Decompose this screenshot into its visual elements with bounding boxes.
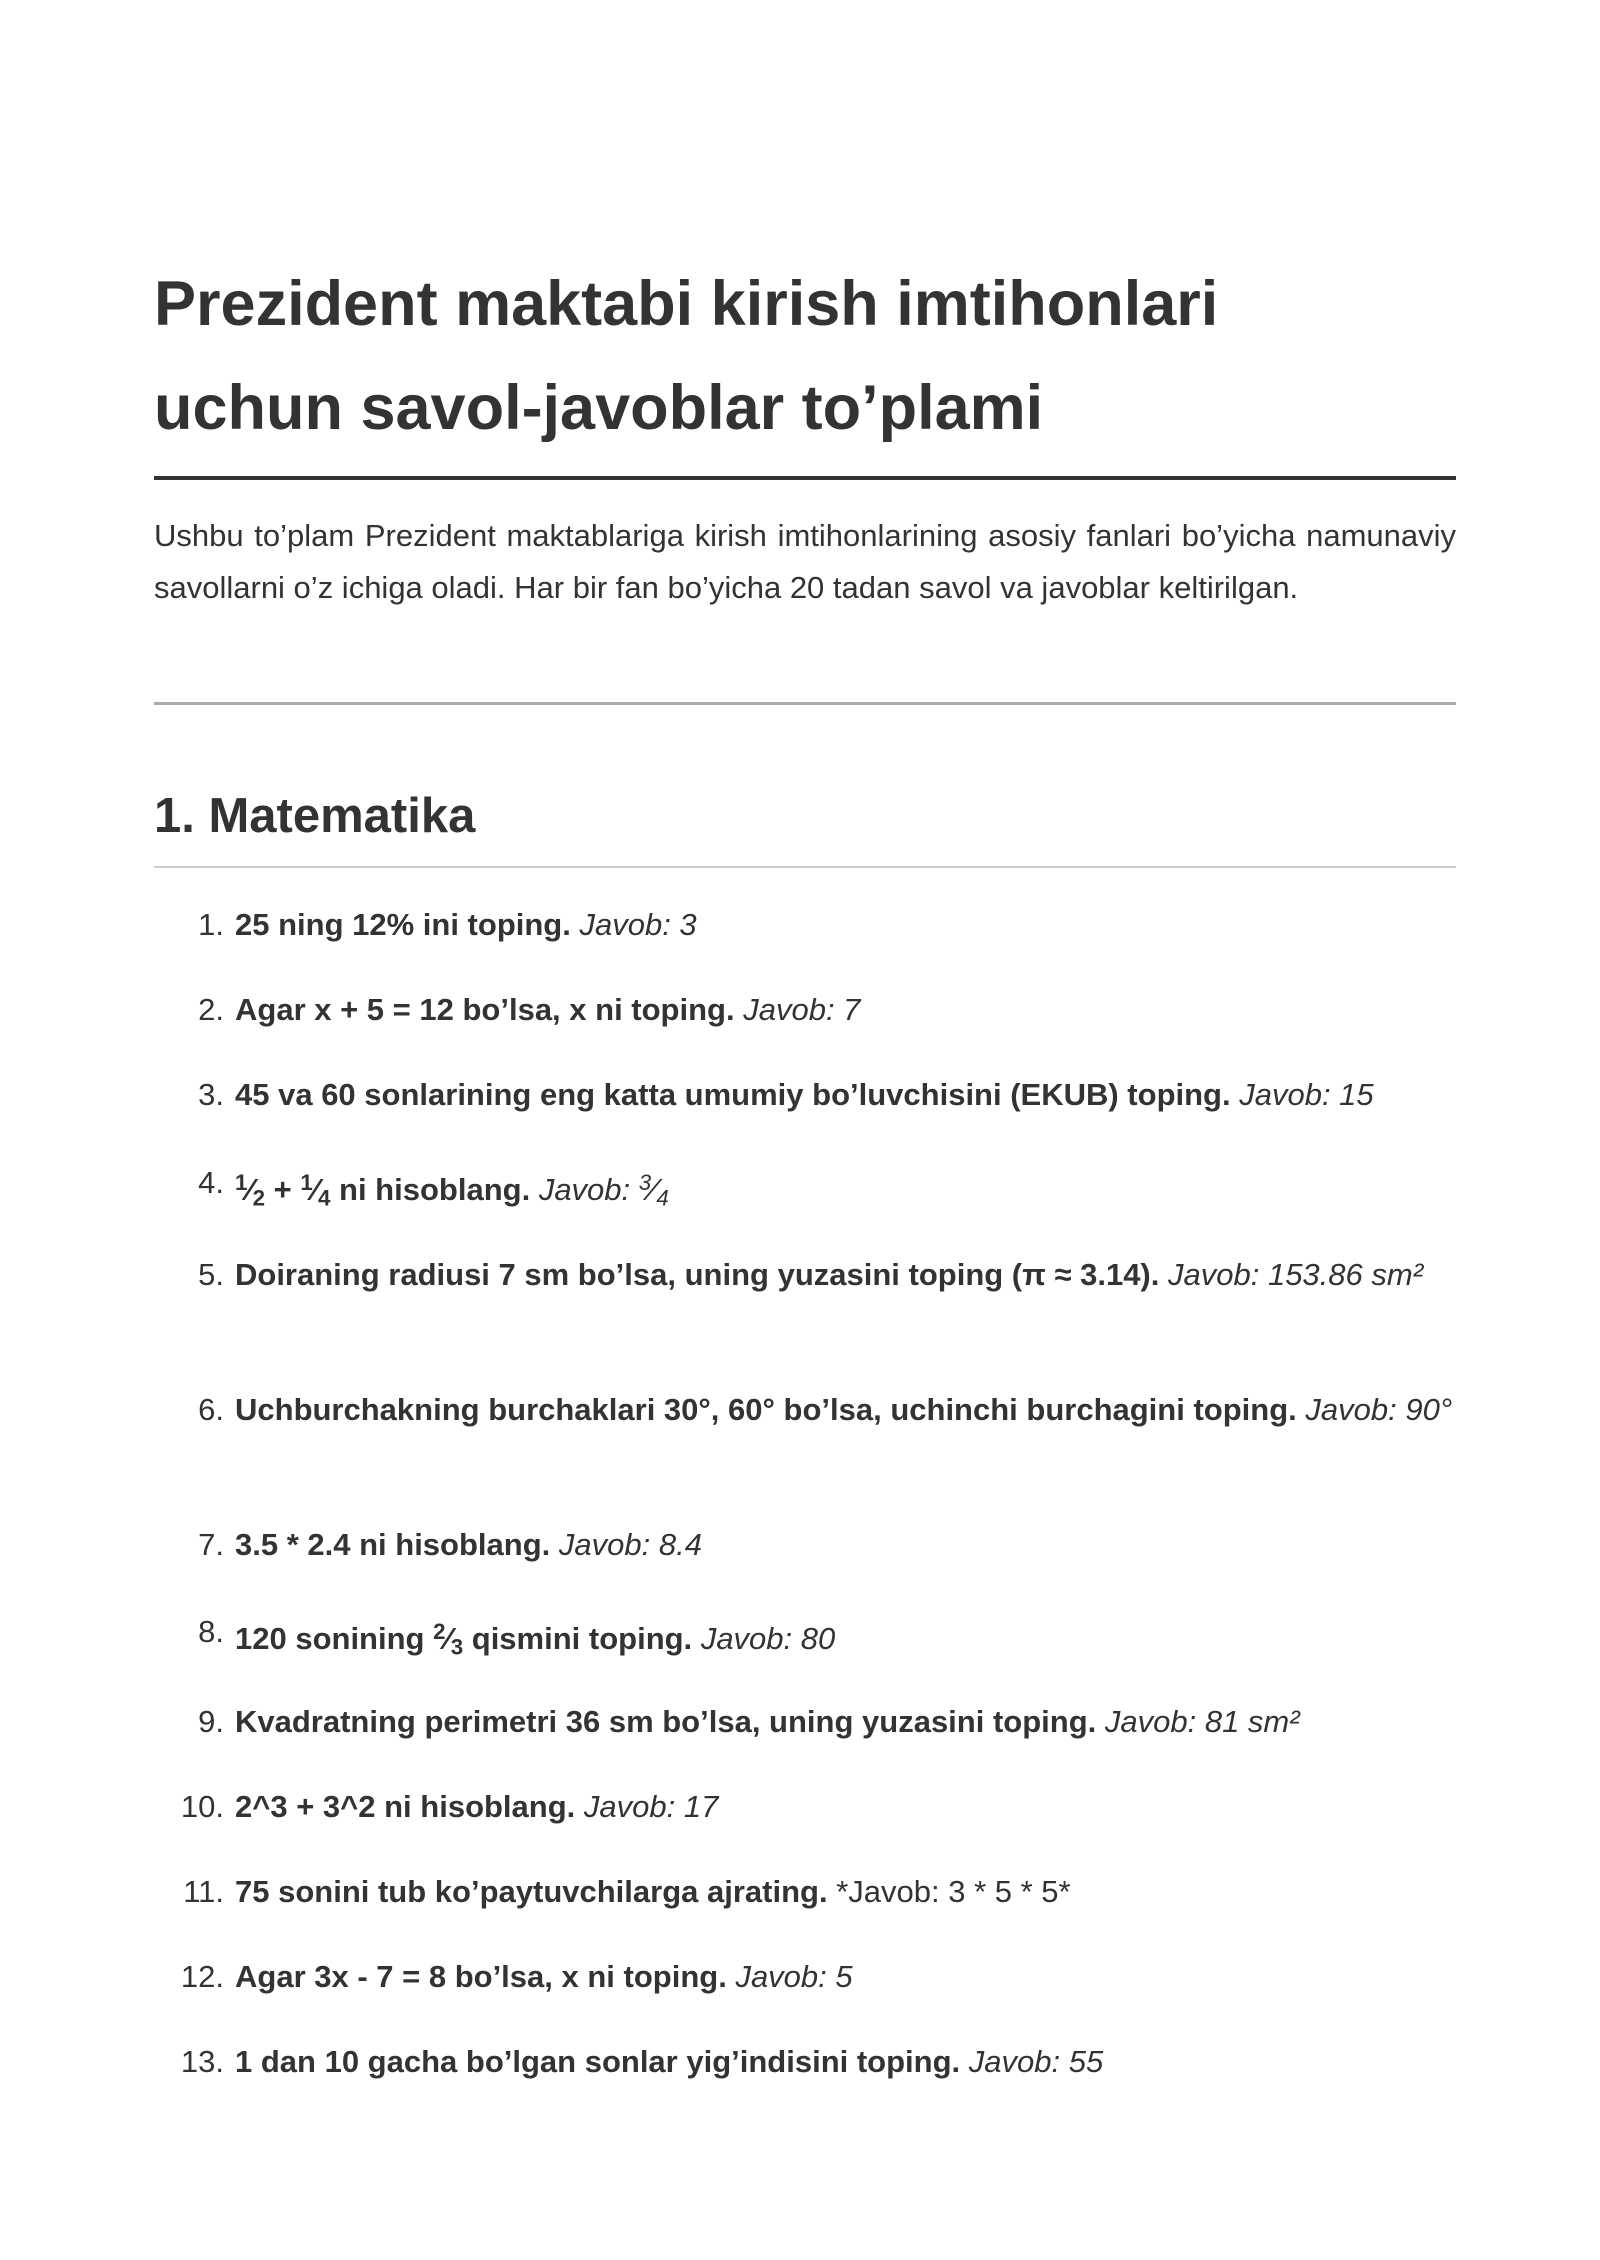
question-text: Agar 3x - 7 = 8 bo’lsa, x ni toping. <box>235 1959 727 1994</box>
answer-text: Javob: 5 <box>735 1959 853 1994</box>
answer-label: Javob: <box>538 1172 639 1208</box>
question-number: 3. <box>198 1077 224 1112</box>
fraction-three-quarters: $^3⁄_4$ <box>638 1170 669 1211</box>
question-number: 1. <box>198 907 224 942</box>
fraction-denominator: 4 <box>317 1185 331 1211</box>
question-body <box>235 1952 1456 2002</box>
question-body <box>235 1070 1456 1120</box>
question-number: 9. <box>198 1704 224 1739</box>
question-text: Uchburchakning burchaklari 30°, 60° bo’lsa, uchinchi burchagini toping. <box>235 1392 1297 1427</box>
section-heading: 1. Matematika <box>154 789 476 843</box>
answer-text: Javob: 81 sm² <box>1104 1704 1300 1739</box>
question-text: Doiraning radiusi 7 sm bo’lsa, uning yuzasini toping (π ≈ 3.14). <box>235 1257 1160 1292</box>
question-body <box>235 1867 1456 1917</box>
question-text-rest: ni hisoblang. <box>330 1172 531 1208</box>
plus-sign: + <box>265 1172 301 1208</box>
fraction-one-quarter: $^1⁄_4$ <box>300 1170 331 1211</box>
intro-paragraph: Ushbu to’plam Prezident maktablariga kirish imtihonlarining asosiy fanlari bo’yicha namunaviy savollarni o’z ichiga oladi. Har bir fan bo’yicha 20 tadan savol va javoblar keltirilgan. <box>154 518 1456 605</box>
answer-text: Javob: 17 <box>583 1789 719 1824</box>
fraction-numerator: 1 <box>300 1170 313 1195</box>
fraction-denominator: 4 <box>656 1185 669 1211</box>
title-divider <box>154 476 1456 480</box>
question-text-post: qismini toping. <box>463 1621 693 1657</box>
question-body <box>235 1158 1456 1224</box>
answer-text: Javob: 80 <box>700 1621 836 1657</box>
answer-text: *Javob: 3 * 5 * 5* <box>836 1874 1071 1909</box>
question-body <box>235 1607 1456 1673</box>
fraction-one-half: $^1⁄_2$ <box>235 1170 266 1211</box>
document-title <box>154 252 1456 460</box>
answer-text: Javob: 3 <box>579 907 697 942</box>
question-number: 2. <box>198 992 224 1027</box>
question-text: 2^3 + 3^2 ni hisoblang. <box>235 1789 576 1824</box>
fraction-denominator: 3 <box>450 1634 464 1660</box>
question-text-pre: 120 sonining <box>235 1621 434 1657</box>
question-body <box>235 1250 1456 1300</box>
question-number: 10. <box>180 1789 224 1824</box>
question-number: 13. <box>180 2044 224 2079</box>
question-number: 5. <box>198 1257 224 1292</box>
fraction-denominator: 2 <box>252 1185 266 1211</box>
question-text: 25 ning 12% ini toping. <box>235 907 571 942</box>
question-text <box>235 1619 693 1660</box>
question-text: 1 dan 10 gacha bo’lgan sonlar yig’indisini toping. <box>235 2044 961 2079</box>
question-text <box>235 1170 531 1211</box>
question-body <box>235 1782 1456 1832</box>
title-line-1: Prezident maktabi kirish imtihonlari <box>154 269 1219 339</box>
section-divider <box>154 866 1456 868</box>
fraction-numerator: 2 <box>433 1619 446 1644</box>
answer-text: Javob: 55 <box>968 2044 1104 2079</box>
question-number: 6. <box>198 1392 224 1427</box>
fraction-numerator: 3 <box>638 1170 652 1195</box>
fraction-two-thirds: $^2⁄_3$ <box>433 1619 464 1660</box>
question-text: Kvadratning perimetri 36 sm bo’lsa, uning yuzasini toping. <box>235 1704 1097 1739</box>
title-line-2: uchun savol-javoblar to’plami <box>154 373 1044 443</box>
question-body <box>235 900 1456 950</box>
question-body <box>235 985 1456 1035</box>
answer-text <box>538 1170 669 1211</box>
question-body <box>235 2037 1456 2087</box>
answer-text: Javob: 15 <box>1239 1077 1374 1112</box>
question-number: 11. <box>183 1874 224 1909</box>
question-number: 8. <box>198 1614 224 1649</box>
question-body <box>235 1520 1456 1570</box>
question-text: 3.5 * 2.4 ni hisoblang. <box>235 1527 551 1562</box>
intro-divider <box>154 702 1456 705</box>
answer-text: Javob: 8.4 <box>558 1527 702 1562</box>
question-body <box>235 1385 1456 1435</box>
question-text: 75 sonini tub ko’paytuvchilarga ajrating. <box>235 1874 828 1909</box>
question-number: 12. <box>180 1959 224 1994</box>
answer-text: Javob: 7 <box>743 992 861 1027</box>
fraction-numerator: 1 <box>235 1170 248 1195</box>
answer-text: Javob: 90° <box>1305 1392 1453 1427</box>
question-number: 4. <box>198 1165 224 1200</box>
question-body <box>235 1697 1456 1747</box>
question-number: 7. <box>198 1527 224 1562</box>
question-text: Agar x + 5 = 12 bo’lsa, x ni toping. <box>235 992 735 1027</box>
answer-text: Javob: 153.86 sm² <box>1168 1257 1424 1292</box>
question-text: 45 va 60 sonlarining eng katta umumiy bo’luvchisini (EKUB) toping. <box>235 1077 1231 1112</box>
